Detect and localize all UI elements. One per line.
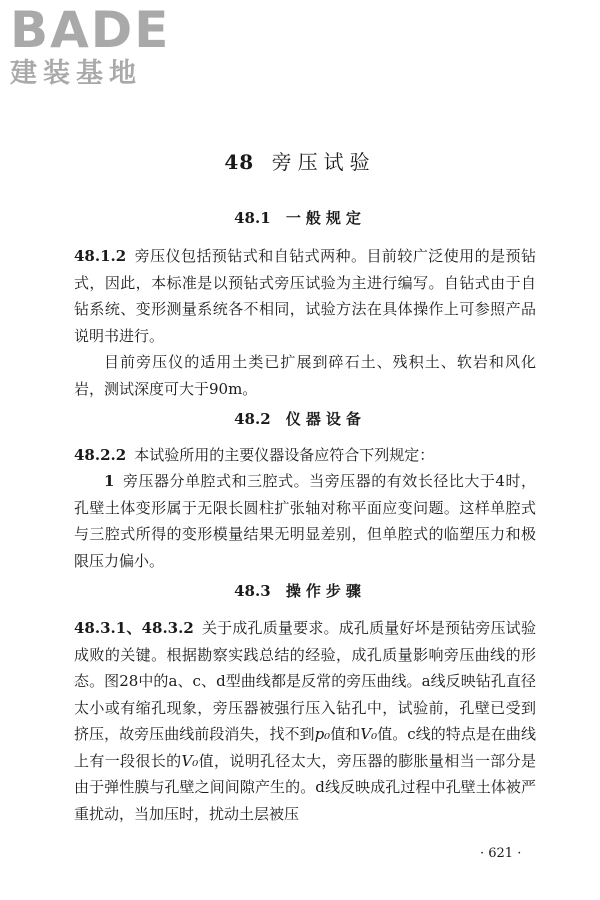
section-heading-48-2	[0, 408, 600, 429]
section-heading-48-3	[0, 580, 600, 601]
symbol-v0: V₀	[181, 751, 199, 770]
clause-number: 48.2.2	[74, 446, 127, 464]
section-title: 操作步骤	[285, 582, 366, 600]
paragraph-text-a: 关于成孔质量要求。成孔质量好坏是预钻旁压试验成败的关键。根据勘察实践总结的经验，成孔质量影响旁压曲线的形态。图28中的a、c、d型曲线都是反常的旁压曲线。a线反映钻孔直径太小或有缩孔现象，旁压器被强行压入钻孔中，试验前，孔壁已受到挤压，故旁压曲线前段消失，找不到	[74, 619, 536, 743]
section-heading-48-1	[0, 207, 600, 228]
section-title: 一般规定	[285, 209, 366, 227]
logo-cjk-text: 建装基地	[10, 58, 142, 89]
paragraph-48-2-2	[74, 442, 536, 469]
section-number: 48.1	[234, 209, 271, 227]
paragraph-soil-types	[74, 349, 536, 402]
bade-logo	[10, 1, 171, 90]
paragraph-text-c: 值。c线的特点是在曲线上有一段很长的	[74, 725, 536, 770]
paragraph-text: 目前旁压仪的适用土类已扩展到碎石土、残积土、软岩和风化岩，测试深度可大于90m。	[74, 353, 536, 398]
list-item-1	[74, 468, 536, 574]
paragraph-text-d: 值，说明孔径太大，旁压器的膨胀量相当一部分是由于弹性膜与孔壁之间间隙产生的。d线反映成孔过程中孔壁土体被严重扰动，当加压时，扰动土层被压	[74, 751, 536, 823]
paragraph-text-b: 值和	[330, 725, 361, 743]
chapter-number: 48	[224, 150, 255, 174]
page-number: · 621 ·	[480, 846, 522, 861]
chapter-title: 旁压试验	[271, 150, 376, 174]
logo-latin-text: BADE	[10, 1, 171, 59]
section-number: 48.2	[234, 410, 271, 428]
clause-number: 48.3.1、48.3.2	[74, 619, 194, 637]
paragraph-text: 旁压器分单腔式和三腔式。当旁压器的有效长径比大于4时，孔壁土体变形属于无限长圆柱扩张轴对称平面应变问题。这样单腔式与三腔式所得的变形模量结果无明显差别，但单腔式的临塑压力和极限压力偏小。	[74, 472, 536, 570]
list-item-number: 1	[104, 472, 115, 490]
symbol-v0: V₀	[360, 725, 378, 743]
symbol-p0: p₀	[314, 725, 331, 743]
section-title: 仪器设备	[285, 410, 366, 428]
paragraph-text: 旁压仪包括预钻式和自钻式两种。目前较广泛使用的是预钻式，因此，本标准是以预钻式旁压试验为主进行编写。自钻式由于自钻系统、变形测量系统各不相同，试验方法在具体操作上可参照产品说明书进行。	[74, 247, 536, 345]
section-number: 48.3	[234, 582, 271, 600]
paragraph-48-1-2	[74, 243, 536, 349]
paragraph-48-3-1	[74, 615, 536, 827]
clause-number: 48.1.2	[74, 247, 127, 265]
paragraph-text: 本试验所用的主要仪器设备应符合下列规定：	[134, 446, 435, 464]
chapter-heading	[0, 146, 600, 175]
